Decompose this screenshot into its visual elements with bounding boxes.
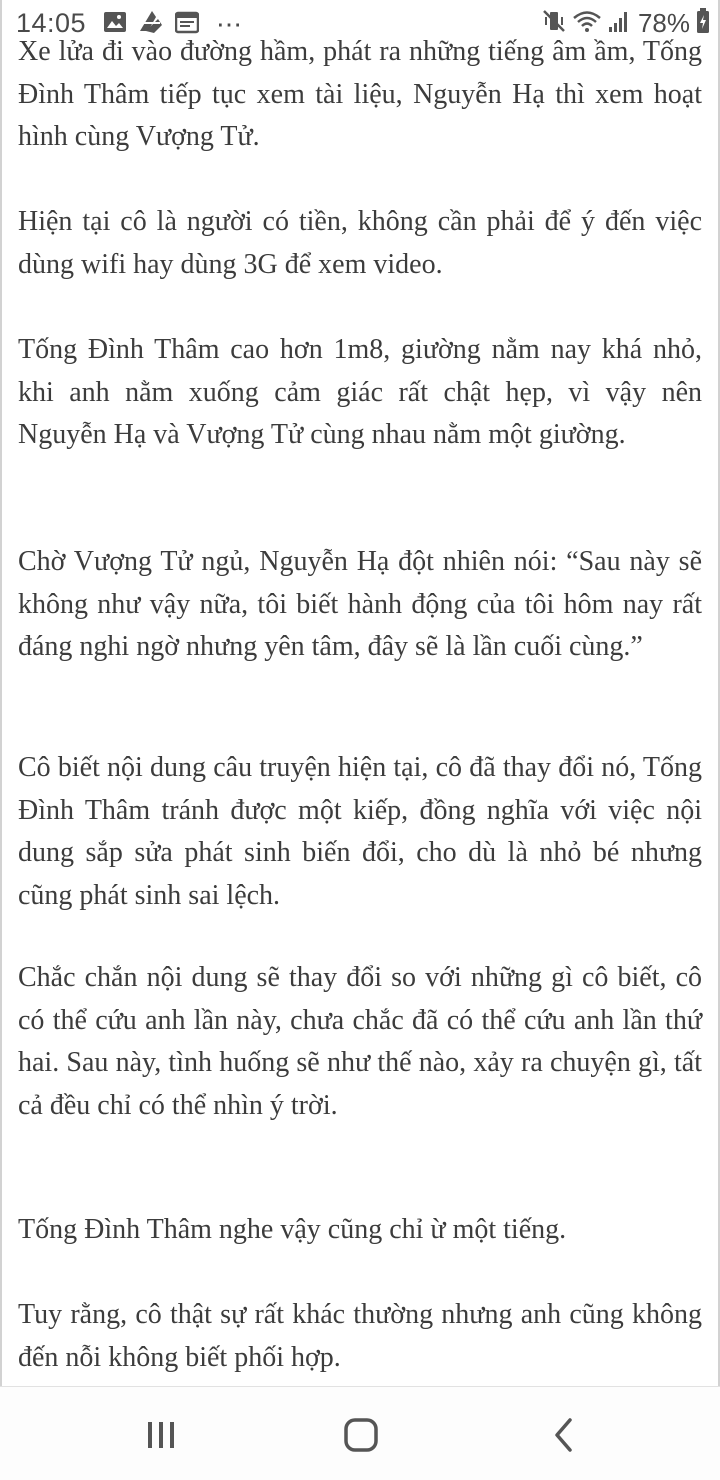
paragraph-2: Hiện tại cô là người có tiền, không cần phải để ý đến việc dùng wifi hay dùng 3G để xem video. xyxy=(18,206,702,280)
battery-charging-icon xyxy=(696,8,710,39)
paragraph-5: Cô biết nội dung câu truyện hiện tại, cô đã thay đổi nó, Tống Đình Thâm tránh được một kiếp, đồng nghĩa với việc nội dung sắp sửa phát sinh biến đổi, cho dù là nhỏ bé nhưng cũng phát sinh sai lệch. xyxy=(18,752,702,911)
paragraph-7: Tống Đình Thâm nghe vậy cũng chỉ ừ một tiếng. xyxy=(18,1214,567,1245)
image-icon xyxy=(103,11,127,38)
signal-icon xyxy=(608,9,630,38)
home-button[interactable] xyxy=(331,1411,391,1459)
paragraph-8: Tuy rằng, cô thật sự rất khác thường nhưng anh cũng không đến nỗi không biết phối hợp. xyxy=(18,1299,702,1373)
paragraph-6: Chắc chắn nội dung sẽ thay đổi so với những gì cô biết, cô có thể cứu anh lần này, chưa chắc đã có thể cứu anh lần thứ hai. Sau này, tình huống sẽ như thế nào, xảy ra chuyện gì, tất cả đều chỉ có thể nhìn ý trời. xyxy=(18,962,702,1121)
more-notifications-indicator: ⋯ xyxy=(216,9,242,39)
wifi-icon xyxy=(572,9,602,38)
notification-icons xyxy=(103,10,253,38)
back-icon xyxy=(552,1417,576,1453)
recents-icon xyxy=(144,1418,178,1452)
paragraph-3: Tống Đình Thâm cao hơn 1m8, giường nằm nay khá nhỏ, khi anh nằm xuống cảm giác rất chật hẹp, vì vậy nên Nguyễn Hạ và Vượng Tử cùng nhau nằm một giường. xyxy=(18,334,702,450)
back-button[interactable] xyxy=(534,1411,594,1459)
navigation-bar xyxy=(0,1386,720,1480)
calendar-icon xyxy=(175,10,199,39)
home-icon xyxy=(343,1417,379,1453)
paragraph-1: Xe lửa đi vào đường hầm, phát ra những tiếng âm ầm, Tống Đình Thâm tiếp tục xem tài liệu, Nguyễn Hạ thì xem hoạt hình cùng Vượng Tử. xyxy=(18,36,702,152)
paragraph-4: Chờ Vượng Tử ngủ, Nguyễn Hạ đột nhiên nói: “Sau này sẽ không như vậy nữa, tôi biết hành động của tôi hôm nay rất đáng nghi ngờ nhưng yên tâm, đây sẽ là lần cuối cùng.” xyxy=(18,546,702,662)
recents-button[interactable] xyxy=(131,1411,191,1459)
mute-vibrate-icon xyxy=(542,9,566,38)
status-bar xyxy=(0,0,720,46)
system-status-icons xyxy=(536,6,710,40)
battery-percentage: 78% xyxy=(637,8,690,38)
app-notification-icon xyxy=(138,9,164,40)
status-time: 14:05 xyxy=(16,8,87,38)
